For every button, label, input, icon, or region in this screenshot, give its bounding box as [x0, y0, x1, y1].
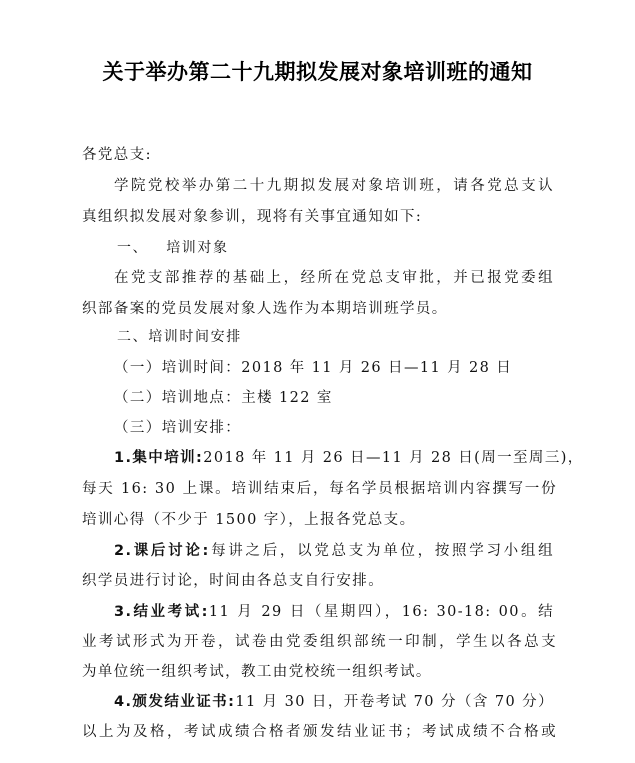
section2-item-2: （二）培训地点：主楼 122 室: [114, 390, 333, 406]
arrangement-2-line-1: [114, 539, 554, 560]
arrangement-3-label: 3.结业考试:: [114, 604, 209, 620]
arrangement-4-text-1: 11 月 30 日，开卷考试 70 分（含 70 分）: [235, 694, 554, 710]
section1-number: 一、: [117, 240, 149, 256]
arrangement-3-text-1: 11 月 29 日（星期四），16: 30-18: 00。结: [208, 604, 554, 620]
arrangement-1-line-3: 培训心得（不少于 1500 字），上报各党总支。: [82, 512, 416, 528]
section2-item-3: （三）培训安排：: [114, 420, 242, 436]
intro-line-1: 学院党校举办第二十九期拟发展对象培训班，请各党总支认: [114, 178, 554, 194]
section2-heading: 二、培训时间安排: [117, 329, 242, 345]
arrangement-2-line-2: 织学员进行讨论，时间由各总支自行安排。: [82, 573, 385, 589]
arrangement-1-text-1: 2018 年 11 月 26 日—11 月 28 日(周一至周三)，: [203, 450, 584, 466]
section1-heading: [117, 237, 229, 257]
arrangement-1-label: 1.集中培训:: [114, 450, 204, 466]
arrangement-1-line-1: [114, 446, 584, 467]
arrangement-3-line-1: [114, 600, 554, 621]
arrangement-4-label: 4.颁发结业证书:: [114, 694, 236, 710]
arrangement-4-line-1: [114, 690, 554, 711]
intro-line-2: 真组织拟发展对象参训，现将有关事宜通知如下:: [82, 209, 423, 225]
arrangement-2-text-1: 每讲之后，以党总支为单位，按照学习小组组: [209, 543, 555, 559]
arrangement-3-line-3: 为单位统一组织考试，教工由党校统一组织考试。: [82, 664, 432, 680]
section1-body-line-2: 织部备案的党员发展对象人选作为本期培训班学员。: [82, 301, 448, 317]
arrangement-4-line-2: 以上为及格，考试成绩合格者颁发结业证书；考试成绩不合格或: [82, 724, 557, 740]
arrangement-1-line-2: 每天 16: 30 上课。培训结束后，每名学员根据培训内容撰写一份: [82, 481, 557, 497]
arrangement-2-label: 2.课后讨论:: [114, 543, 210, 559]
section1-title: 培训对象: [166, 240, 229, 256]
document-title: 关于举办第二十九期拟发展对象培训班的通知: [102, 59, 533, 84]
section1-body-line-1: 在党支部推荐的基础上，经所在党总支审批，并已报党委组: [114, 270, 554, 286]
arrangement-3-line-2: 业考试形式为开卷，试卷由党委组织部统一印制，学生以各总支: [82, 634, 557, 650]
section2-item-1: （一）培训时间：2018 年 11 月 26 日—11 月 28 日: [114, 360, 513, 376]
salutation: 各党总支:: [82, 147, 152, 163]
